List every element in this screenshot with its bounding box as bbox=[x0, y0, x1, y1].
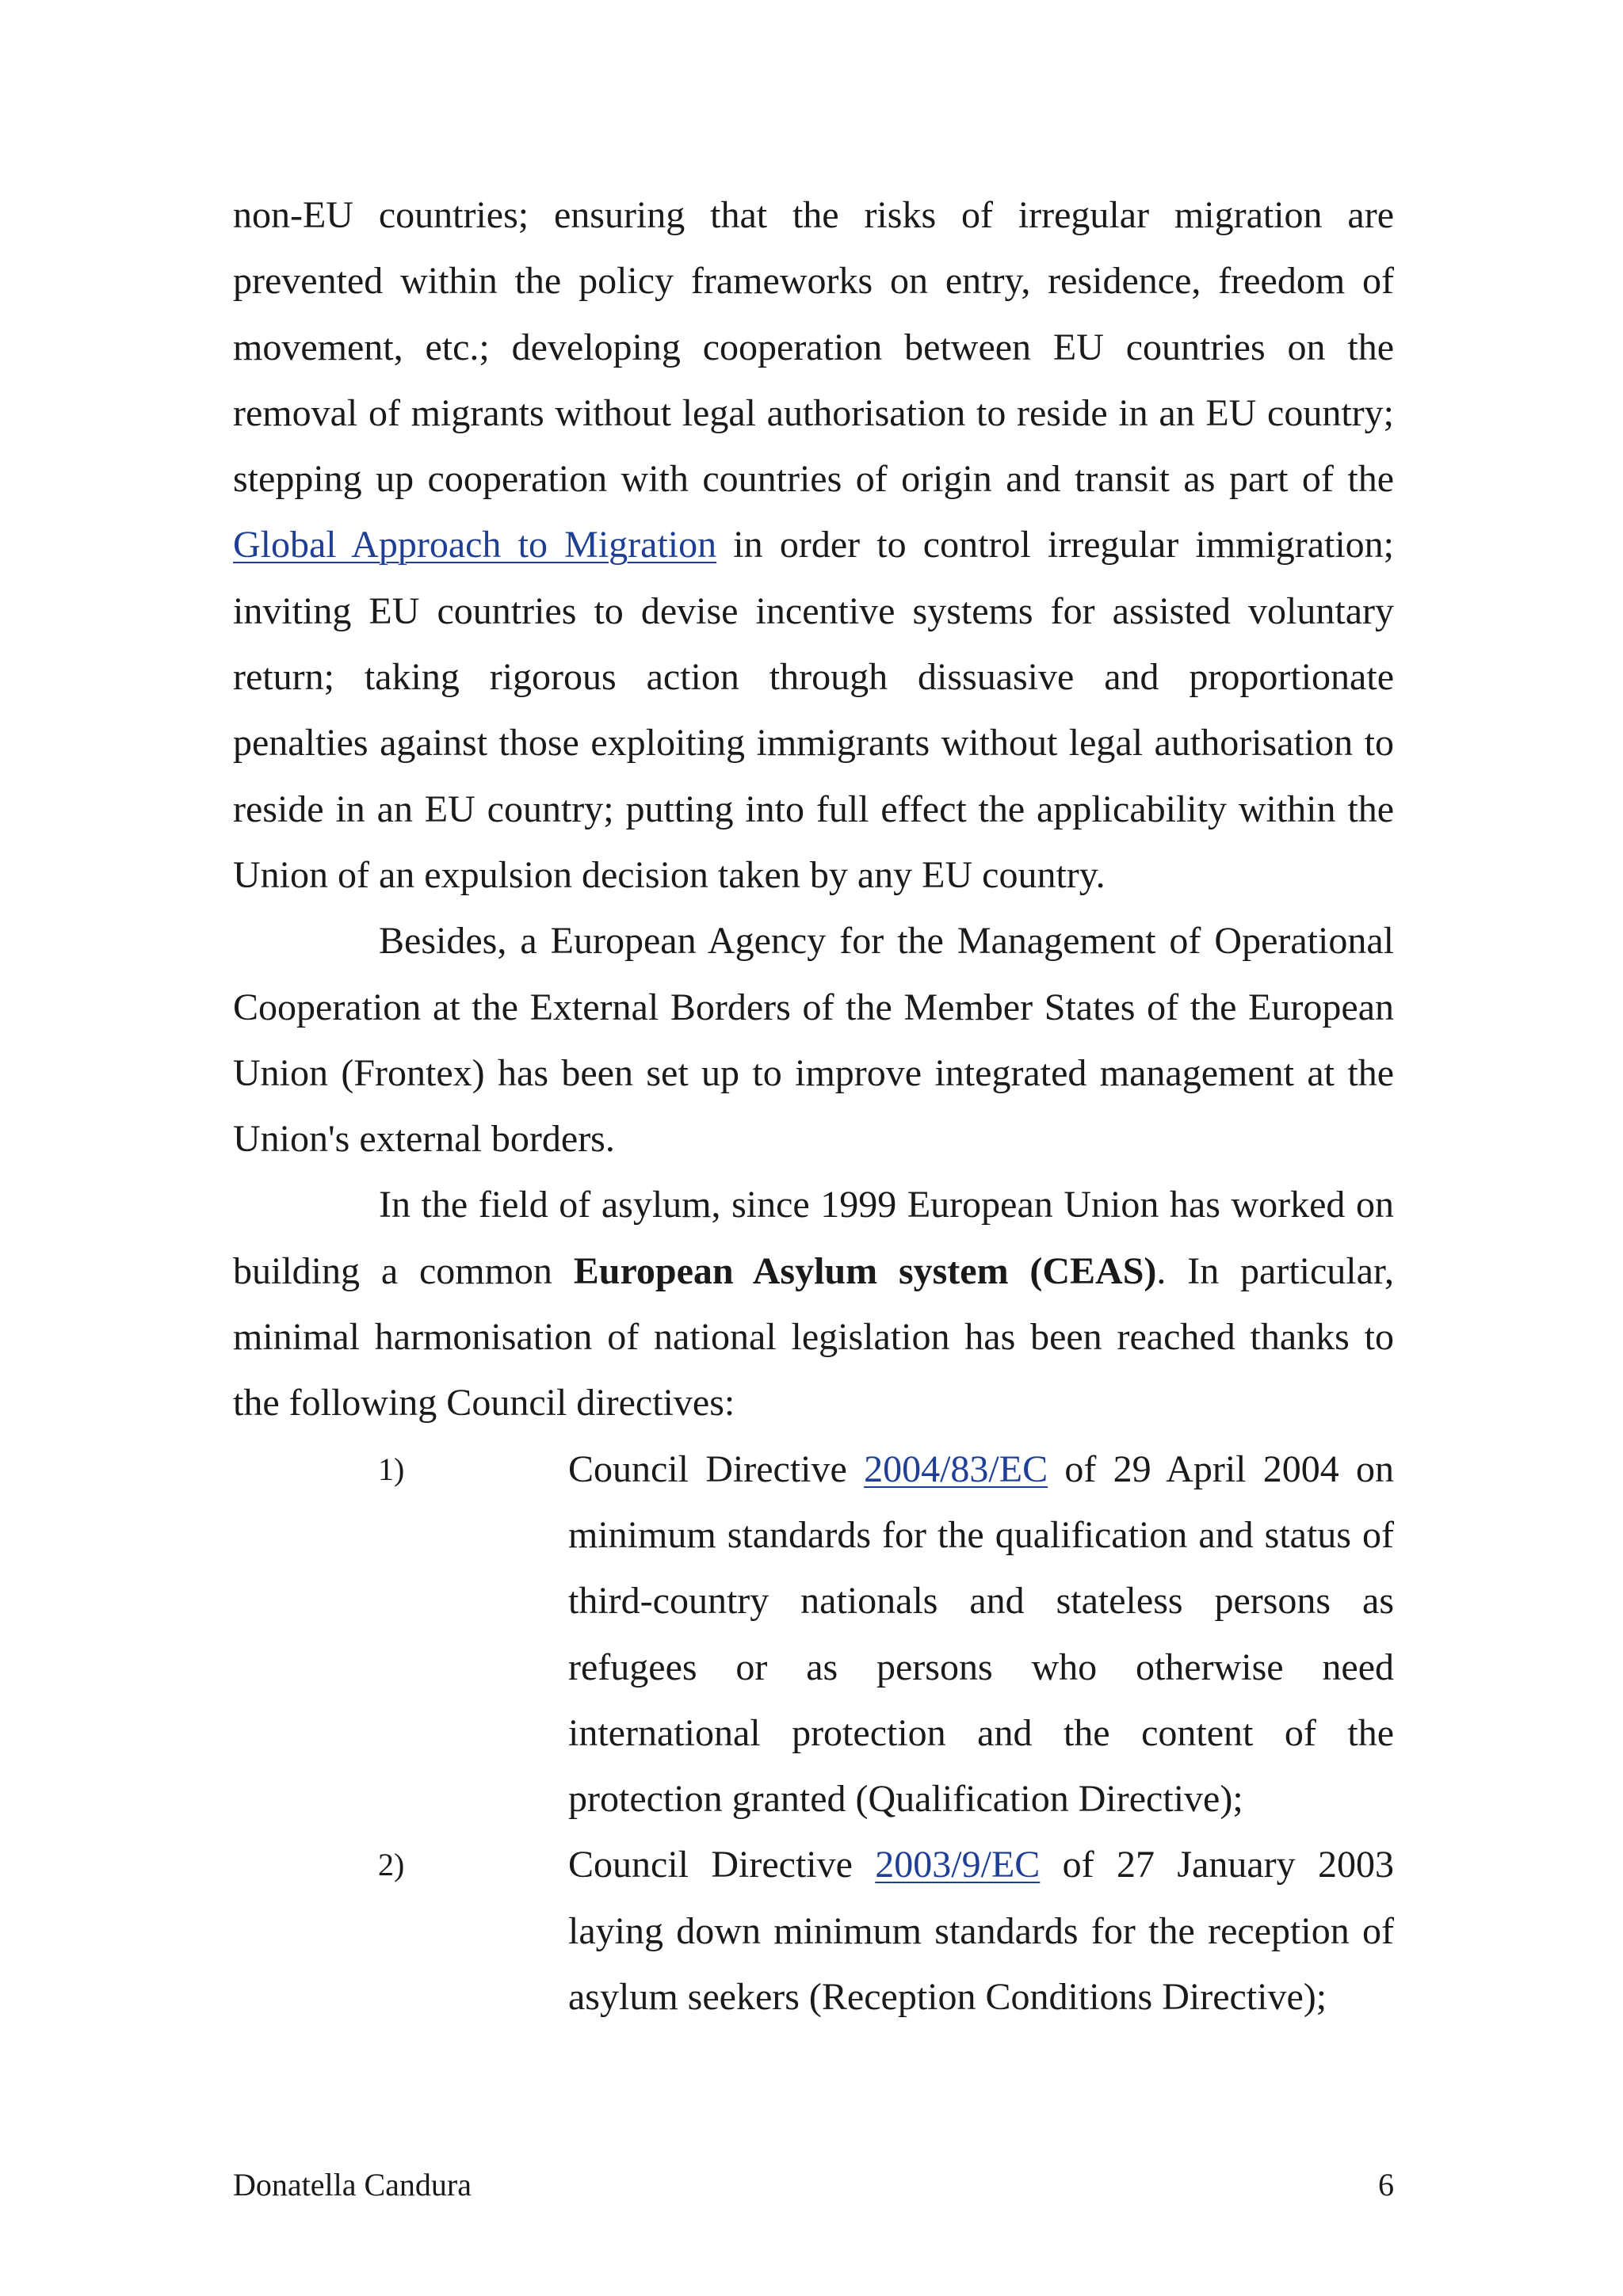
list-number: 2) bbox=[378, 1847, 405, 1883]
directive-2004-83-link[interactable]: 2004/83/EC bbox=[864, 1447, 1048, 1490]
paragraph-asylum bbox=[233, 1172, 1394, 1436]
list-item bbox=[233, 1436, 1394, 1833]
paragraph-text: Besides, a European Agency for the Management of Operational Cooperation at the External Borders of the Member States of the European Union (Frontex) has been set up to improve integrated management at the Union's external borders. bbox=[233, 920, 1394, 1161]
paragraph-frontex bbox=[233, 908, 1394, 1172]
body-text bbox=[233, 182, 1394, 2030]
paragraph-text: . In particular, minimal harmonisation of national legislation has been reached thanks to the following Council directives: bbox=[233, 1249, 1394, 1425]
list-text: Council Directive bbox=[568, 1447, 865, 1490]
list-text: Council Directive bbox=[568, 1844, 876, 1886]
list-text: of 27 January 2003 laying down minimum standards for the reception of asylum seekers (Reception Conditions Directive); bbox=[568, 1844, 1394, 2019]
list-text: of 29 April 2004 on minimum standards for the qualification and status of third-country nationals and stateless persons as refugees or as persons who otherwise need international protection and the content of the protection granted (Qualification Directive); bbox=[568, 1447, 1395, 1821]
list-number: 1) bbox=[378, 1451, 405, 1487]
paragraph-text: In the field of asylum, since 1999 European Union has worked on building a common bbox=[233, 1184, 1394, 1292]
paragraph-text: non-EU countries; ensuring that the risks of irregular migration are prevented within the policy frameworks on entry, residence, freedom of movement, etc.; developing cooperation between EU countries on the removal of migrants without legal authorisation to reside in an EU country; stepping up cooperation with countries of origin and transit as part of the bbox=[233, 194, 1394, 501]
page-number: 6 bbox=[1378, 2167, 1394, 2203]
global-approach-link[interactable]: Global Approach to Migration bbox=[233, 524, 717, 566]
ceas-term: European Asylum system (CEAS) bbox=[573, 1249, 1157, 1292]
footer-author: Donatella Candura bbox=[233, 2167, 472, 2203]
paragraph-migration-measures bbox=[233, 182, 1394, 908]
list-item bbox=[233, 1832, 1394, 2030]
directive-2003-9-link[interactable]: 2003/9/EC bbox=[875, 1844, 1041, 1886]
paragraph-text: in order to control irregular immigration; inviting EU countries to devise incentive systems for assisted voluntary return; taking rigorous action through dissuasive and proportionate penalties against those exploiting immigrants without legal authorisation to reside in an EU country; putting into full effect the applicability within the Union of an expulsion decision taken by any EU country. bbox=[233, 524, 1395, 896]
